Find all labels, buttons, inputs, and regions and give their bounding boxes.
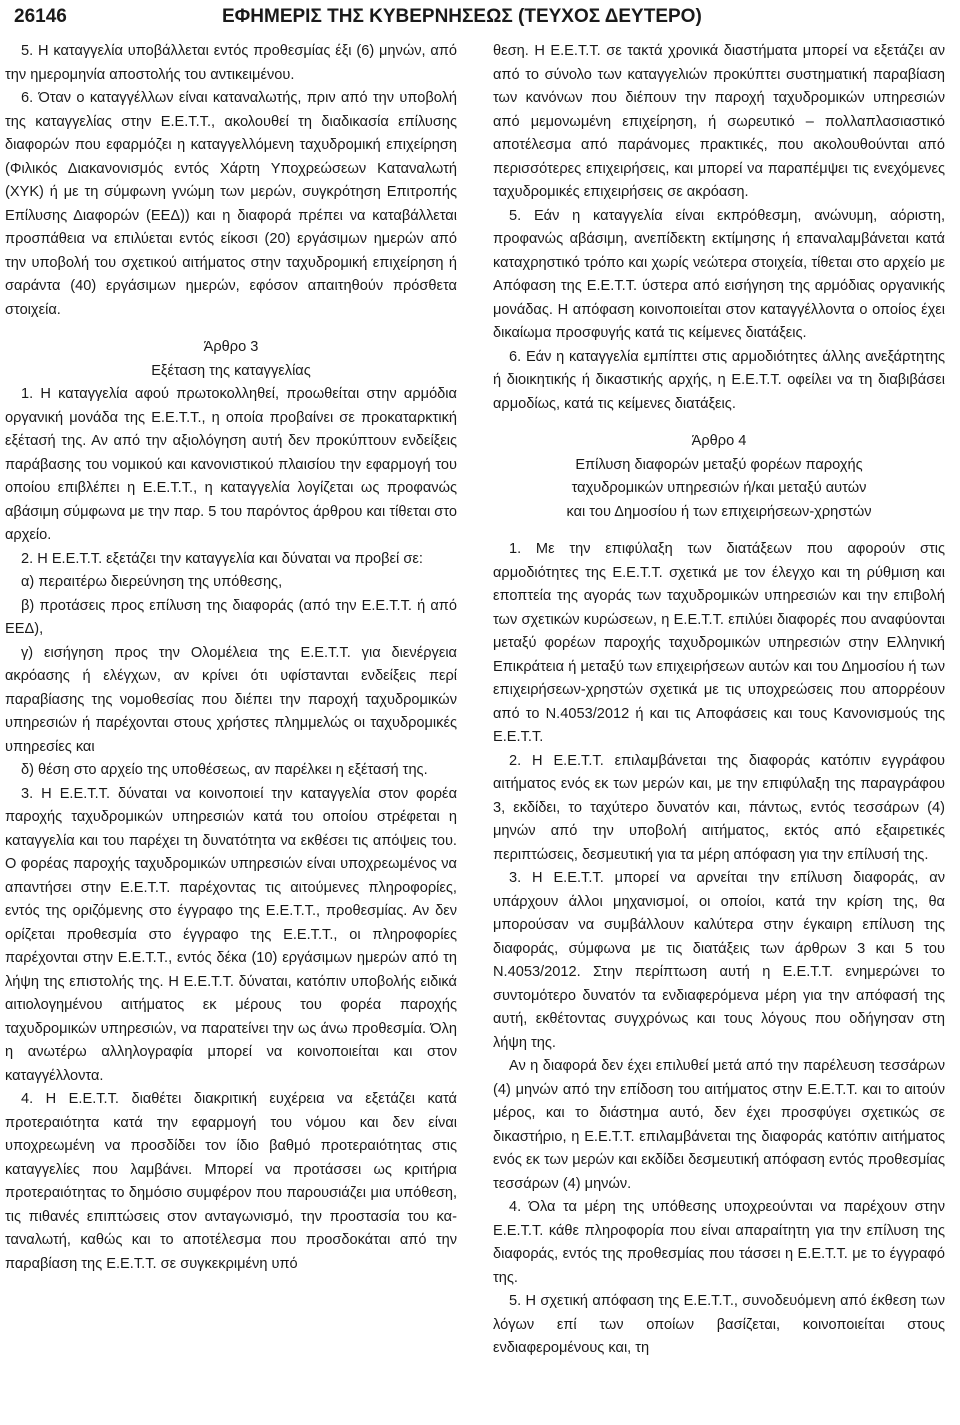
paragraph: 1. Με την επιφύλαξη των διατάξεων που αφορούν στις αρμοδιότητες της Ε.Ε.Τ.Τ. σχετικά με τον έλεγχο και τη ρύθμιση και εποπτεία της αγοράς των ταχυδρομικών υπηρεσιών και την επιβολή των σχετικών κυρώσεων, η Ε.Ε.Τ.Τ. επιλύει διαφορές που αναφύονται μεταξύ φορέων παροχής ταχυδρομικών υπηρεσιών στην Ελληνική Επικράτεια ή μεταξύ των επιχειρήσεων αυτών και του Δημοσίου ή των επιχειρήσεων-χρηστών σχετικά με τις υποχρεώσεις που απορρέουν από το Ν.4053/2012 ή και τις Αποφάσεις και τους Κανονισμούς της Ε.Ε.Τ.Τ. <box>493 541 945 745</box>
paragraph: 5. Η καταγγελία υποβάλλεται εντός προθεσμίας έξι (6) μηνών, από την ημερομηνία αποστολής του αντικειμένου. <box>5 43 457 83</box>
article-subtitle: Εξέταση της καταγγελίας <box>151 362 311 379</box>
paragraph: 6. Όταν ο καταγγέλλων είναι καταναλωτής, πριν από την υποβολή της καταγγελίας στην Ε.Ε.Τ.Τ., ακολουθεί τη διαδικασία επίλυσης διαφορών που εφαρμόζει η καταγγελλόμενη ταχυδρομική επιχείρηση (Φιλικός Διακανονισμός εντός Χάρτη Υποχρεώσεων Καταναλωτή (ΧΥΚ) ή με τη σύμφωνη γνώμη των μερών, συγκρότηση Επιτροπής Επίλυσης Διαφορών (ΕΕΔ)) και η διαφορά πρέπει να καταβάλλεται προσπάθεια να επιλύεται εντός είκοσι (20) εργάσιμων ημερών από την υποβολή του σχετικού αιτήματος στην ταχυδρομική επιχείρηση ή σαράντα (40) εργάσιμων ημερών, εφόσον απαιτηθούν πρόσθετα στοιχεία. <box>5 90 457 318</box>
list-item: β) προτάσεις προς επίλυση της διαφοράς (από την Ε.Ε.Τ.Τ. ή από ΕΕΔ), <box>5 597 457 637</box>
list-item: γ) εισήγηση προς την Ολομέλεια της Ε.Ε.Τ.Τ. για διενέργεια ακρόασης ή ελέγχων, αν κρίνει ότι υφίστανται ενδείξεις περί παραβίασης της νομοθεσίας που διέπει την παροχή ταχυδρομικών υπηρεσιών ή παρέχονται στους χρήστες πλημμελώς οι ταχυδρομικές υπηρεσίες και <box>5 644 457 755</box>
paragraph: Αν η διαφορά δεν έχει επιλυθεί μετά από την παρέλευση τεσσάρων (4) μηνών από την επίδοση του αιτήματος στην Ε.Ε.Τ.Τ. και το αιτούν μέρος, και το διάστημα αυτό, δεν έχει προσφύγει σχετικώς σε δικαστήριο, η Ε.Ε.Τ.Τ. επιλαμβάνεται της διαφοράς κατόπιν αιτήματος ενός εκ των μερών και εκδίδει δεσμευτική απόφαση εντός προθεσμίας τεσσάρων (4) μηνών. <box>493 1058 945 1192</box>
paragraph: 4. Όλα τα μέρη της υπόθεσης υποχρεούνται να παρέχουν στην Ε.Ε.Τ.Τ. κάθε πληροφορία που είναι απαραίτητη για την επίλυση της διαφοράς, εντός της προθεσμίας που τάσσει η Ε.Ε.Τ.Τ. με το έγγραφό της. <box>493 1199 945 1286</box>
paragraph: 3. Η Ε.Ε.Τ.Τ. δύναται να κοινοποιεί την καταγγελία στον φορέα παροχής ταχυδρομικών υπηρεσιών κατά του οποίου στρέφεται η καταγγελία και του παρέχει τη δυνατότητα να εκθέσει τις απόψεις του. Ο φορέας παροχής ταχυδρομικών υπηρεσιών είναι υποχρεωμένος να απαντήσει στην Ε.Ε.Τ.Τ. παρέχοντας τις αιτούμενες πληροφορίες, εντός της οριζόμενης στο έγγραφο της Ε.Ε.Τ.Τ., προθεσμίας. Αν δεν ορίζεται προθεσμία στο έγγραφο της Ε.Ε.Τ.Τ., οι πληροφορίες παρέχονται στην Ε.Ε.Τ.Τ., εντός δέκα (10) εργάσιμων ημερών από τη λήψη της επιστολής της. Η Ε.Ε.Τ.Τ. δύναται, κατόπιν υποβολής ειδικά αιτιολογημένου αιτήματος εκ μέρους του φορέα παροχής ταχυδρομικών υπηρεσιών, να παρατείνει την ως άνω προθεσμία. Όλη η ανωτέρω αλληλογραφία μπορεί να κοινοποιείται και στον καταγγέλλοντα. <box>5 785 457 1084</box>
paragraph: 6. Εάν η καταγγελία εμπίπτει στις αρμοδιότητες άλλης ανεξάρτητης ή διοικητικής ή δικαστικής αρχής, η Ε.Ε.Τ.Τ. οφείλει να τη διαβιβάσει αρμοδίως, κατά τις κείμενες διατάξεις. <box>493 348 945 412</box>
paragraph: 4. Η Ε.Ε.Τ.Τ. διαθέτει διακριτική ευχέρεια να εξετάζει κατά προτεραιότητα κατά την εφαρμογή του νόμου και δεν είναι υποχρεωμένη να προσδίδει τον ίδιο βαθμό προτεραιότητας στις καταγγελίες που λαμβάνει. Μπορεί να προτάσσει ως κριτήρια προτεραιότητας το δημόσιο συμφέρον που παρουσιάζει μια υπόθεση, τις πιθανές επιπτώσεις στον ανταγωνισμό, την προστασία του καταναλωτή, καθώς και το αποτέλεσμα που προσδοκάται από την παραβίαση της Ε.Ε.Τ.Τ. σε συγκεκριμένη υπό <box>5 1091 457 1272</box>
paragraph: 5. Η σχετική απόφαση της Ε.Ε.Τ.Τ., συνοδευόμενη από έκθεση των λόγων επί των οποίων βασίζεται, κοινοποιείται στους ενδιαφερομένους και, τη <box>493 1293 945 1356</box>
article-subtitle: και του Δημοσίου ή των επιχειρήσεων-χρηστών <box>566 503 872 520</box>
paragraph: 5. Εάν η καταγγελία είναι εκπρόθεσμη, ανώνυμη, αόριστη, προφανώς αβάσιμη, ανεπίδεκτη εκτίμησης ή επαναλαμβάνεται κατά καταχρηστικό τρόπο και χωρίς νεώτερα στοιχεία, τίθεται στο αρχείο με Απόφαση της Ε.Ε.Τ.Τ. ύστερα από εισήγηση της αρμόδιας οργανικής μονάδας. Η απόφαση κοινοποιείται στον καταγγέλλοντα ο οποίος έχει δικαίωμα προσφυγής κατά τις κείμενες διατάξεις. <box>493 207 945 341</box>
paragraph: 3. Η Ε.Ε.Τ.Τ. μπορεί να αρνείται την επίλυση διαφοράς, αν υπάρχουν άλλοι μηχανισμοί, οι οποίοι, κατά την κρίση της, θα μπορούσαν να συμβάλλουν καλύτερα στην έγκαιρη επίλυση της διαφοράς, σύμφωνα με τις διατάξεις των άρθρων 3 και 5 του Ν.4053/2012. Στην περίπτωση αυτή η Ε.Ε.Τ.Τ. ενημερώνει το συντομότερο δυνατόν τα ενδιαφερόμενα μέρη για την απόφασή της αυτή, εκθέτοντας συγχρόνως και τους λόγους που οδήγησαν στη λήψη της. <box>493 870 945 1051</box>
paragraph: 1. Η καταγγελία αφού πρωτοκολληθεί, προωθείται στην αρμόδια οργανική μονάδα της Ε.Ε.Τ.Τ., η οποία προβαίνει σε προκαταρκτική εξέτασή της. Αν από την αξιολόγηση αυτή δεν προκύπτουν ενδείξεις παράβασης του νομικού και κανονιστικού πλαισίου την εφαρμογή του οποίου επιβλέπει η Ε.Ε.Τ.Τ., η καταγγελία λογίζεται ως προφανώς αβάσιμη σύμφωνα με την παρ. 5 του παρόντος άρθρου και τίθεται στο αρχείο. <box>5 386 457 543</box>
article-title: Άρθρο 3 <box>203 339 259 355</box>
article-title: Άρθρο 4 <box>691 433 747 449</box>
left-column <box>5 40 457 1425</box>
spacer <box>493 416 945 430</box>
page-number: 26146 <box>14 6 67 27</box>
article-subtitle: ταχυδρομικών υπηρεσιών ή/και μεταξύ αυτών <box>571 480 867 496</box>
paragraph: θεση. Η Ε.Ε.Τ.Τ. σε τακτά χρονικά διαστήματα μπορεί να εξετάζει αν από το σύνολο των καταγγελιών προκύπτει συστηματική παραβίαση των κανόνων που διέπουν την παροχή ταχυδρομικών υπηρεσιών από μεμονωμένη επιχείρηση, ή σωρευτικό – πολλαπλασιαστικό αποτέλεσμα από παράνομες πρακτικές, που ακολουθούνται από περισσότερες επιχειρήσεις, και μπορεί να παραπέμψει τις ενεχόμενες ταχυδρομικές επιχειρήσεις σε ακρόαση. <box>493 43 945 200</box>
paragraph: 2. Η Ε.Ε.Τ.Τ. επιλαμβάνεται της διαφοράς κατόπιν εγγράφου αιτήματος ενός εκ των μερών και, με την επιφύλαξη της παραγράφου 3, εκδίδει, το ταχύτερο δυνατόν και, πάντως, εντός τεσσάρων (4) μηνών από την υποβολή αιτήματος, εκτός από εξαιρετικές περιπτώσεις, δεσμευτική για τα μέρη απόφαση για την επίλυσή της. <box>493 752 945 863</box>
right-column <box>493 40 945 1425</box>
article-subtitle: Επίλυση διαφορών μεταξύ φορέων παροχής <box>575 456 863 473</box>
list-item: δ) θέση στο αρχείο της υποθέσεως, αν παρέλκει η εξέτασή της. <box>21 762 428 778</box>
spacer <box>493 524 945 538</box>
page-header <box>14 2 946 32</box>
list-item: α) περαιτέρω διερεύνηση της υπόθεσης, <box>21 574 283 590</box>
paragraph: 2. Η Ε.Ε.Τ.Τ. εξετάζει την καταγγελία και δύναται να προβεί σε: <box>21 550 423 567</box>
gazette-title: ΕΦΗΜΕΡΙΣ ΤΗΣ ΚΥΒΕΡΝΗΣΕΩΣ (ΤΕΥΧΟΣ ΔΕΥΤΕΡΟ) <box>222 6 702 27</box>
spacer <box>5 322 457 336</box>
